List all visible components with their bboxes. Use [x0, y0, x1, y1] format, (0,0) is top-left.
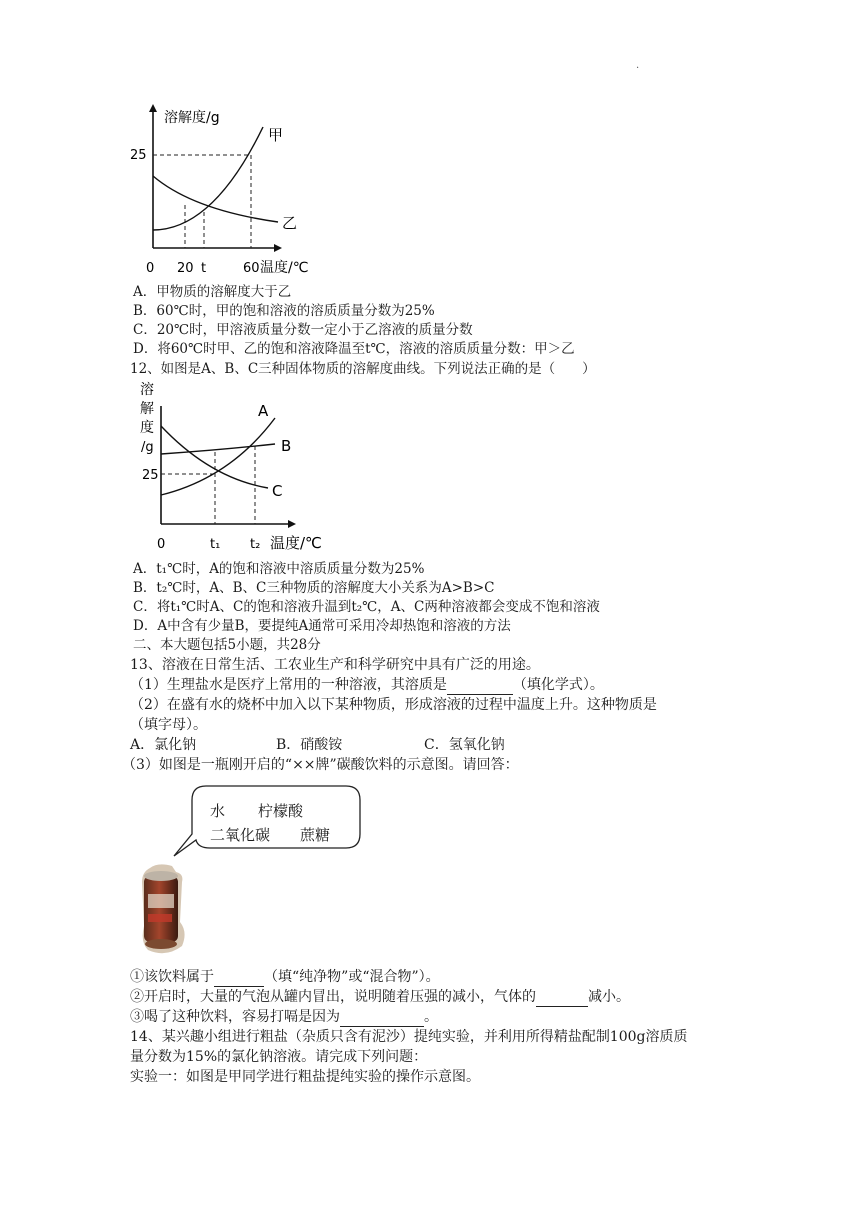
q11-option-a: A．甲物质的溶解度大于乙: [133, 284, 292, 300]
chart2-xtick-t1: t₁: [210, 537, 221, 552]
q13-stem: 13、溶液在日常生活、工农业生产和科学研究中具有广泛的用途。: [130, 657, 540, 673]
q13-answer3-blank[interactable]: [340, 1012, 424, 1027]
q11-option-d: D．将60℃时甲、乙的饱和溶液降温至t℃，溶液的溶质质量分数：甲＞乙: [133, 341, 575, 357]
q13-answer1: [130, 968, 440, 987]
q13-answer1-blank[interactable]: [214, 972, 264, 987]
q13-option-a: A．氯化钠: [130, 737, 197, 753]
chart1-xlabel: 温度/℃: [260, 260, 309, 276]
chart1-xtick-0: 0: [146, 261, 155, 276]
chart1-curve-jia: [153, 127, 263, 230]
chart1-xtick-20: 20: [177, 261, 194, 276]
chart2-x-arrow: [288, 520, 296, 528]
chart2-xlabel: 温度/℃: [270, 534, 322, 552]
q14-line1: 14、某兴趣小组进行粗盐（杂质只含有泥沙）提纯实验，并利用所得精盐配制100g溶质质: [130, 1029, 688, 1045]
solubility-chart-2: [130, 378, 340, 553]
q13-answer2: [130, 988, 630, 1007]
chart2-curve-c: [161, 426, 268, 488]
bubble-word-citric-acid: 柠檬酸: [258, 802, 304, 820]
q13-part2-line2: （填字母）。: [130, 717, 207, 733]
q13-part2-line1: （2）在盛有水的烧杯中加入以下某种物质，形成溶液的过程中温度上升。这种物质是: [130, 697, 657, 713]
q12-stem: 12、如图是A、B、C三种固体物质的溶解度曲线。下列说法正确的是（ ）: [130, 361, 596, 377]
q13-answer3-pre: ③喝了这种饮料，容易打嗝是因为: [130, 1009, 340, 1025]
soda-can-image: [136, 862, 192, 958]
chart2-label-b: B: [281, 437, 292, 455]
q11-option-c: C．20℃时，甲溶液质量分数一定小于乙溶液的质量分数: [133, 322, 473, 338]
speech-bubble: [170, 782, 370, 862]
q14-line2: 量分数为15%的氯化钠溶液。请完成下列问题：: [130, 1049, 428, 1065]
chart1-y-arrow: [149, 104, 157, 112]
chart2-curve-a: [161, 418, 275, 495]
chart2-label-c: C: [272, 482, 283, 500]
chart2-ytick-25: 25: [142, 468, 159, 483]
chart1-ylabel: 溶解度/g: [164, 110, 220, 126]
q13-part1-pre: （1）生理盐水是医疗上常用的一种溶液，其溶质是: [130, 677, 447, 693]
q13-part1: [130, 676, 604, 695]
q12-option-a: A．t₁℃时，A的饱和溶液中溶质质量分数为25%: [133, 561, 425, 577]
bubble-word-sucrose: 蔗糖: [300, 826, 331, 844]
q13-answer3: [130, 1008, 438, 1027]
q13-part1-post: （填化学式）。: [512, 677, 604, 693]
chart2-xtick-0: 0: [157, 537, 166, 552]
chart1-xtick-60: 60: [243, 261, 260, 276]
q13-option-b: B．硝酸铵: [276, 737, 343, 753]
bubble-word-water: 水: [210, 802, 226, 820]
bubble-word-co2: 二氧化碳: [210, 826, 271, 844]
chart2-label-a: A: [258, 402, 269, 420]
chart1-x-arrow: [274, 244, 282, 252]
q13-option-c: C．氢氧化钠: [424, 737, 505, 753]
chart2-xtick-t2: t₂: [250, 537, 261, 552]
q14-line3: 实验一：如图是甲同学进行粗盐提纯实验的操作示意图。: [130, 1069, 480, 1085]
q13-part3: （3）如图是一瓶刚开启的“××牌”碳酸饮料的示意图。请回答：: [122, 757, 519, 773]
chart2-ylabel-1: 溶: [140, 382, 154, 398]
q12-option-b: B．t₂℃时，A、B、C三种物质的溶解度大小关系为A>B>C: [133, 580, 495, 596]
q13-part1-blank[interactable]: [447, 680, 513, 695]
solubility-chart-1: [118, 100, 328, 280]
q13-answer1-post: （填“纯净物”或“混合物”）。: [264, 969, 440, 985]
chart2-ylabel-2: 解: [140, 401, 154, 417]
chart2-curve-b: [161, 444, 275, 454]
q12-option-c: C．将t₁℃时A、C的饱和溶液升温到t₂℃，A、C两种溶液都会变成不饱和溶液: [133, 599, 600, 615]
q12-option-d: D．A中含有少量B，要提纯A通常可采用冷却热饱和溶液的方法: [133, 618, 511, 634]
q13-answer2-post: 减小。: [588, 989, 630, 1005]
chart1-label-jia: 甲: [268, 126, 284, 144]
chart2-ylabel-3: 度: [140, 420, 154, 436]
chart2-ylabel-4: /g: [141, 440, 154, 455]
chart1-xtick-t: t: [201, 261, 207, 276]
q11-option-b: B．60℃时，甲的饱和溶液的溶质质量分数为25%: [133, 303, 435, 319]
q13-answer2-pre: ②开启时，大量的气泡从罐内冒出，说明随着压强的减小，气体的: [130, 989, 536, 1005]
chart1-label-yi: 乙: [282, 214, 298, 232]
q13-answer2-blank[interactable]: [536, 992, 588, 1007]
q13-answer3-post: 。: [424, 1009, 438, 1025]
chart1-ytick-25: 25: [130, 148, 147, 163]
corner-mark: .: [636, 60, 640, 71]
section-2-heading: 二、本大题包括5小题，共28分: [133, 637, 321, 653]
q13-answer1-pre: ①该饮料属于: [130, 969, 214, 985]
